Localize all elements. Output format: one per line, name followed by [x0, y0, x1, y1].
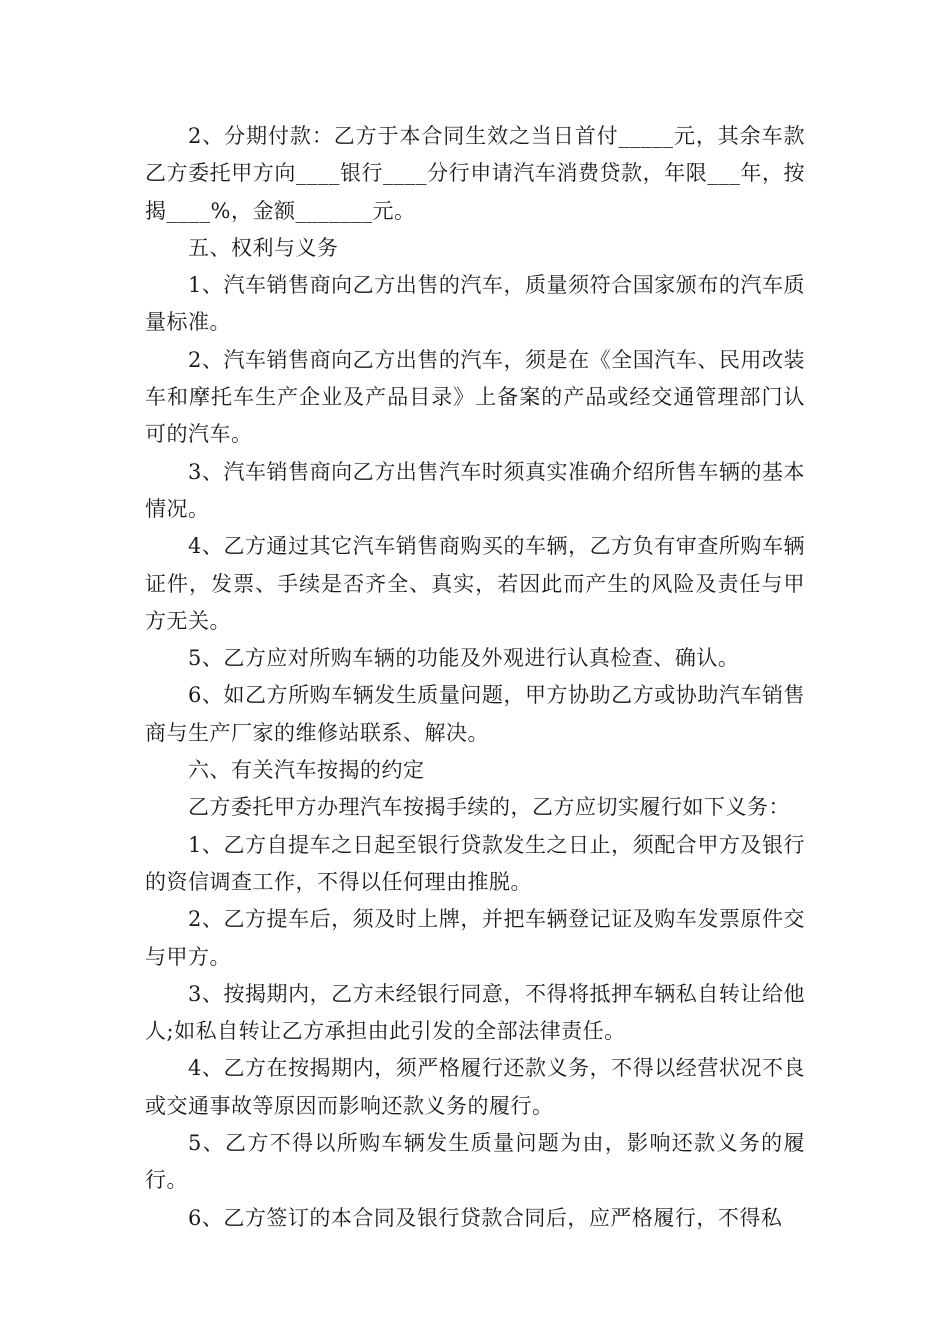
- paragraph: 1、乙方自提车之日起至银行贷款发生之日止，须配合甲方及银行的资信调查工作，不得以任何理由推脱。: [145, 832, 805, 894]
- section-heading-mortgage-agreement: 六、有关汽车按揭的约定: [188, 758, 425, 783]
- paragraph: 6、如乙方所购车辆发生质量问题，甲方协助乙方或协助汽车销售商与生产厂家的维修站联系、解决。: [145, 683, 805, 745]
- paragraph: 5、乙方应对所购车辆的功能及外观进行认真检查、确认。: [188, 646, 740, 671]
- paragraph: 5、乙方不得以所购车辆发生质量问题为由，影响还款义务的履行。: [145, 1131, 805, 1193]
- document-body: [145, 118, 805, 1237]
- paragraph: 4、乙方通过其它汽车销售商购买的车辆，乙方负有审查所购车辆证件，发票、手续是否齐全、真实，若因此而产生的风险及责任与甲方无关。: [145, 534, 805, 633]
- paragraph: 2、汽车销售商向乙方出售的汽车，须是在《全国汽车、民用改装车和摩托车生产企业及产品目录》上备案的产品或经交通管理部门认可的汽车。: [145, 347, 805, 447]
- paragraph: 4、乙方在按揭期内，须严格履行还款义务，不得以经营状况不良或交通事故等原因而影响还款义务的履行。: [145, 1056, 805, 1118]
- paragraph: 2、乙方提车后，须及时上牌，并把车辆登记证及购车发票原件交与甲方。: [145, 907, 805, 969]
- paragraph: 3、汽车销售商向乙方出售汽车时须真实准确介绍所售车辆的基本情况。: [145, 459, 805, 521]
- paragraph: 3、按揭期内，乙方未经银行同意，不得将抵押车辆私自转让给他人;如私自转让乙方承担由此引发的全部法律责任。: [145, 981, 805, 1044]
- paragraph: 乙方委托甲方办理汽车按揭手续的，乙方应切实履行如下义务：: [188, 795, 790, 820]
- paragraph-installment-payment: 2、分期付款：乙方于本合同生效之当日首付_____元，其余车款乙方委托甲方向____银行____分行申请汽车消费贷款，年限___年，按揭____%，金额_______元。: [145, 124, 805, 223]
- paragraph: 1、汽车销售商向乙方出售的汽车，质量须符合国家颁布的汽车质量标准。: [145, 273, 805, 335]
- section-heading-rights-obligations: 五、权利与义务: [188, 235, 339, 260]
- paragraph: 6、乙方签订的本合同及银行贷款合同后，应严格履行，不得私: [188, 1205, 783, 1230]
